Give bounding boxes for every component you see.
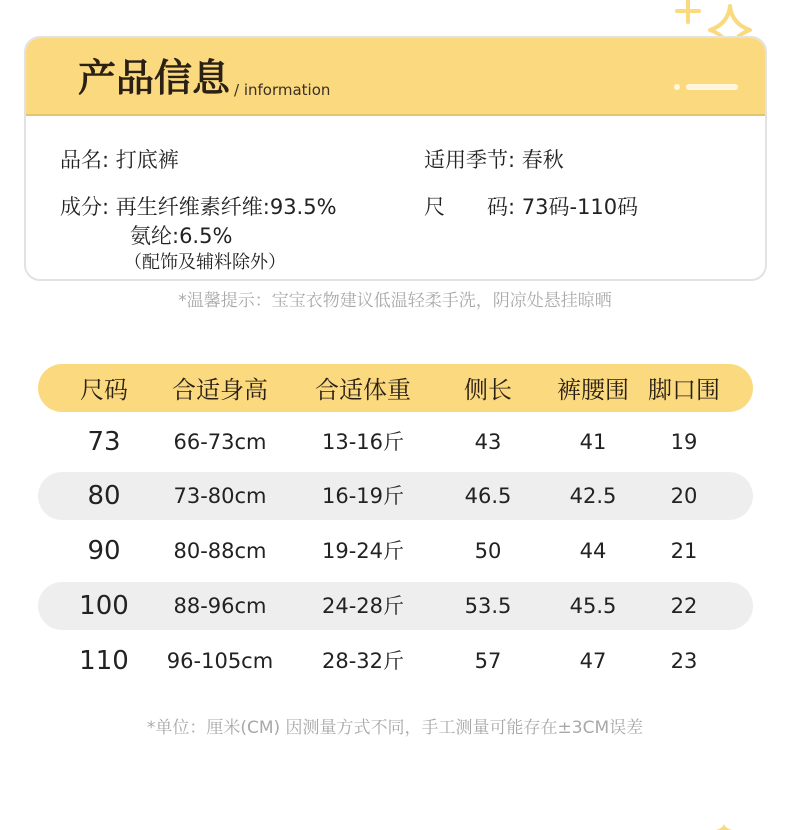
cell-side-length: 50	[474, 539, 502, 563]
cell-side-length: 57	[474, 649, 502, 673]
cell-height: 73-80cm	[173, 484, 267, 508]
header-size: 尺码	[80, 376, 128, 404]
unit-note: *单位：厘米(CM) 因测量方式不同，手工测量可能存在±3CM误差	[146, 718, 644, 738]
table-row	[38, 582, 753, 630]
composition-label: 成分:	[60, 195, 110, 219]
product-name-label: 品名:	[60, 148, 110, 172]
size-range-label: 尺 码:	[424, 195, 516, 219]
season-value: 春秋	[521, 148, 564, 172]
cell-weight: 28-32斤	[321, 649, 405, 673]
cell-weight: 16-19斤	[321, 484, 405, 508]
star-icon	[700, 808, 750, 830]
cell-size: 100	[79, 591, 129, 621]
composition-note: （配饰及辅料除外）	[124, 252, 286, 273]
cell-hem: 22	[670, 594, 698, 618]
cell-height: 80-88cm	[173, 539, 267, 563]
season-field	[424, 146, 564, 174]
cell-height: 66-73cm	[173, 430, 267, 454]
cell-hem: 23	[670, 649, 698, 673]
cell-height: 96-105cm	[166, 649, 274, 673]
product-name-field	[60, 146, 179, 174]
cell-hem: 20	[670, 484, 698, 508]
info-header	[26, 38, 765, 116]
cell-hem: 19	[670, 430, 698, 454]
composition-line1: 再生纤维素纤维:93.5%	[115, 195, 337, 219]
product-name-value: 打底裤	[115, 148, 179, 172]
table-row	[38, 527, 753, 575]
cell-waist: 45.5	[569, 594, 617, 618]
header-height: 合适身高	[172, 376, 268, 404]
cell-height: 88-96cm	[173, 594, 267, 618]
composition-field	[60, 193, 337, 221]
size-range-field	[424, 193, 638, 221]
cell-size: 90	[87, 536, 121, 566]
cell-side-length: 53.5	[464, 594, 512, 618]
cell-side-length: 43	[474, 430, 502, 454]
table-row	[38, 472, 753, 520]
cell-size: 80	[87, 481, 121, 511]
cell-waist: 42.5	[569, 484, 617, 508]
cell-size: 110	[79, 646, 129, 676]
cell-side-length: 46.5	[464, 484, 512, 508]
composition-line2: 氨纶:6.5%	[130, 224, 233, 248]
decor-dot	[674, 84, 680, 90]
page-subtitle: / information	[234, 81, 331, 99]
header-side-length: 侧长	[464, 376, 512, 404]
cell-waist: 47	[579, 649, 607, 673]
product-info-card	[24, 36, 767, 281]
header-weight: 合适体重	[315, 376, 411, 404]
page-title: 产品信息	[78, 56, 231, 100]
header-waist: 裤腰围	[557, 376, 629, 404]
cell-waist: 44	[579, 539, 607, 563]
size-range-value: 73码-110码	[521, 195, 639, 219]
table-row	[38, 418, 753, 466]
table-row	[38, 637, 753, 685]
cell-size: 73	[87, 427, 121, 457]
cell-weight: 13-16斤	[321, 430, 405, 454]
care-tip: *温馨提示：宝宝衣物建议低温轻柔手洗，阴凉处悬挂晾晒	[178, 291, 612, 311]
header-hem: 脚口围	[648, 376, 720, 404]
cell-weight: 24-28斤	[321, 594, 405, 618]
season-label: 适用季节:	[424, 148, 516, 172]
cell-hem: 21	[670, 539, 698, 563]
decor-bar	[686, 84, 738, 90]
cell-weight: 19-24斤	[321, 539, 405, 563]
cell-waist: 41	[579, 430, 607, 454]
size-table-header	[38, 364, 753, 412]
